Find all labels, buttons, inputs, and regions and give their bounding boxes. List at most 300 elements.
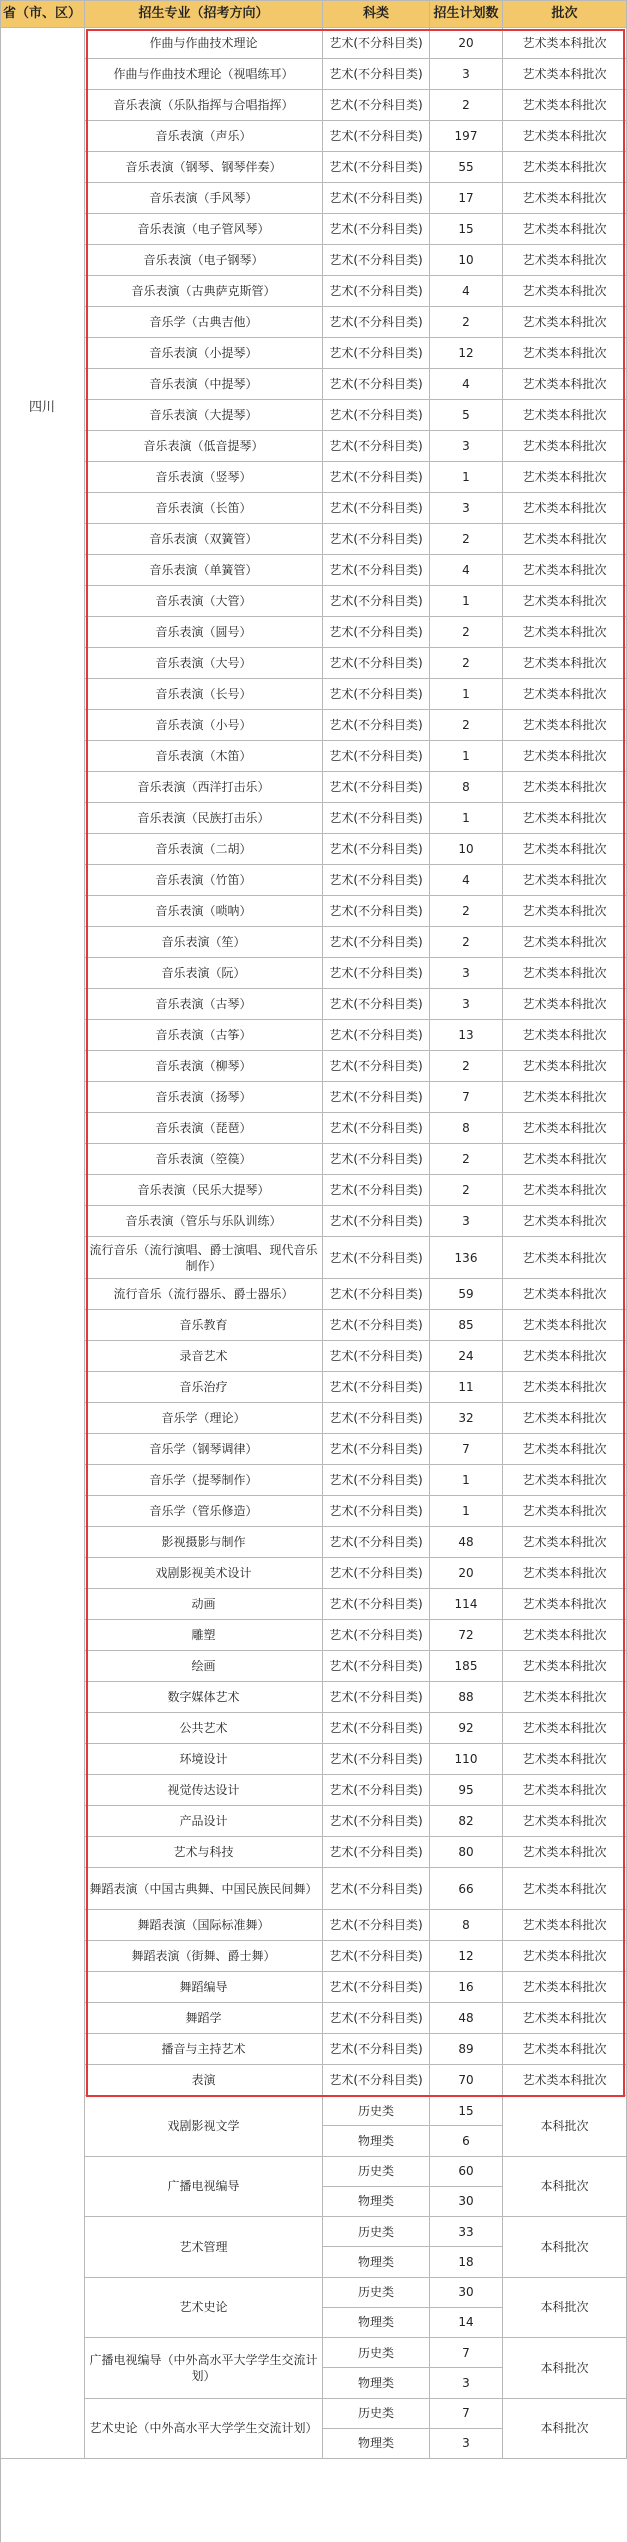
- table-row-batch: 艺术类本科批次: [503, 617, 627, 648]
- table-row-category: 艺术(不分科目类): [323, 1082, 430, 1113]
- table-row-category: 艺术(不分科目类): [323, 369, 430, 400]
- table-row-category: 艺术(不分科目类): [323, 59, 430, 90]
- table-row-major: 动画: [85, 1589, 323, 1620]
- table-row-plan: 197: [430, 121, 503, 152]
- table-row-major: 广播电视编导（中外高水平大学学生交流计划）: [85, 2338, 323, 2399]
- table-row-category: 艺术(不分科目类): [323, 524, 430, 555]
- table-row-plan: 3: [430, 59, 503, 90]
- table-row-batch: 艺术类本科批次: [503, 121, 627, 152]
- table-row-batch: 艺术类本科批次: [503, 400, 627, 431]
- table-row-plan: 1: [430, 586, 503, 617]
- table-row-plan: 16: [430, 1972, 503, 2003]
- table-row-major: 音乐表演（大管）: [85, 586, 323, 617]
- table-row-category: 艺术(不分科目类): [323, 1020, 430, 1051]
- table-row-batch: 艺术类本科批次: [503, 1651, 627, 1682]
- table-row-major: 音乐治疗: [85, 1372, 323, 1403]
- table-row-major: 音乐表演（西洋打击乐）: [85, 772, 323, 803]
- table-row-major: 音乐表演（唢呐）: [85, 896, 323, 927]
- table-row-plan: 10: [430, 834, 503, 865]
- table-row-plan: 70: [430, 2065, 503, 2096]
- table-row-category: 艺术(不分科目类): [323, 1310, 430, 1341]
- table-row-batch: 艺术类本科批次: [503, 896, 627, 927]
- table-row-batch: 艺术类本科批次: [503, 1713, 627, 1744]
- table-row-plan: 4: [430, 865, 503, 896]
- table-row-plan: 30: [430, 2278, 503, 2308]
- table-row-major: 音乐表演（低音提琴）: [85, 431, 323, 462]
- table-row-major: 戏剧影视文学: [85, 2096, 323, 2157]
- table-row-category: 艺术(不分科目类): [323, 1144, 430, 1175]
- table-row-major: 产品设计: [85, 1806, 323, 1837]
- table-row-plan: 3: [430, 493, 503, 524]
- table-row-batch: 艺术类本科批次: [503, 803, 627, 834]
- table-row-major: 艺术史论（中外高水平大学学生交流计划）: [85, 2399, 323, 2460]
- table-row-major: 音乐表演（管乐与乐队训练）: [85, 1206, 323, 1237]
- table-row-category: 艺术(不分科目类): [323, 1051, 430, 1082]
- table-row-batch: 艺术类本科批次: [503, 1310, 627, 1341]
- table-row-plan: 2: [430, 617, 503, 648]
- table-row-plan: 20: [430, 1558, 503, 1589]
- table-row-major: 音乐表演（琵琶）: [85, 1113, 323, 1144]
- table-row-category: 艺术(不分科目类): [323, 245, 430, 276]
- table-row-category: 历史类: [323, 2217, 430, 2247]
- table-row-batch: 本科批次: [503, 2157, 627, 2218]
- table-row-category: 物理类: [323, 2247, 430, 2277]
- table-row-batch: 艺术类本科批次: [503, 1744, 627, 1775]
- table-row-major: 音乐表演（古筝）: [85, 1020, 323, 1051]
- table-row-batch: 艺术类本科批次: [503, 90, 627, 121]
- header-plan: 招生计划数: [430, 0, 503, 28]
- table-row-major: 音乐表演（大号）: [85, 648, 323, 679]
- table-row-category: 艺术(不分科目类): [323, 2034, 430, 2065]
- table-row-category: 艺术(不分科目类): [323, 772, 430, 803]
- table-row-batch: 艺术类本科批次: [503, 1682, 627, 1713]
- table-row-category: 艺术(不分科目类): [323, 183, 430, 214]
- table-row-plan: 55: [430, 152, 503, 183]
- table-row-major: 流行音乐（流行演唱、爵士演唱、现代音乐制作）: [85, 1237, 323, 1279]
- table-row-plan: 88: [430, 1682, 503, 1713]
- table-row-plan: 1: [430, 462, 503, 493]
- table-row-plan: 33: [430, 2217, 503, 2247]
- table-row-plan: 3: [430, 2368, 503, 2398]
- table-row-plan: 2: [430, 1175, 503, 1206]
- table-row-category: 艺术(不分科目类): [323, 803, 430, 834]
- table-row-major: 环境设计: [85, 1744, 323, 1775]
- table-row-plan: 72: [430, 1620, 503, 1651]
- table-row-category: 艺术(不分科目类): [323, 1113, 430, 1144]
- table-row-category: 物理类: [323, 2368, 430, 2398]
- table-row-major: 音乐表演（民乐大提琴）: [85, 1175, 323, 1206]
- table-row-batch: 艺术类本科批次: [503, 1527, 627, 1558]
- table-row-batch: 艺术类本科批次: [503, 1206, 627, 1237]
- table-row-batch: 艺术类本科批次: [503, 1972, 627, 2003]
- table-row-category: 艺术(不分科目类): [323, 431, 430, 462]
- table-row-category: 艺术(不分科目类): [323, 1341, 430, 1372]
- table-row-category: 艺术(不分科目类): [323, 152, 430, 183]
- table-row-category: 艺术(不分科目类): [323, 307, 430, 338]
- table-row-category: 艺术(不分科目类): [323, 958, 430, 989]
- table-row-major: 音乐表演（竖琴）: [85, 462, 323, 493]
- table-row-plan: 2: [430, 896, 503, 927]
- table-row-major: 舞蹈表演（中国古典舞、中国民族民间舞）: [85, 1868, 323, 1910]
- table-row-plan: 2: [430, 307, 503, 338]
- table-row-batch: 艺术类本科批次: [503, 1589, 627, 1620]
- table-row-plan: 7: [430, 2399, 503, 2429]
- table-row-category: 艺术(不分科目类): [323, 1744, 430, 1775]
- table-row-batch: 艺术类本科批次: [503, 927, 627, 958]
- table-row-plan: 114: [430, 1589, 503, 1620]
- table-row-major: 音乐表演（钢琴、钢琴伴奏）: [85, 152, 323, 183]
- table-row-category: 物理类: [323, 2308, 430, 2338]
- table-row-major: 音乐学（钢琴调律）: [85, 1434, 323, 1465]
- table-row-batch: 本科批次: [503, 2217, 627, 2278]
- table-row-plan: 1: [430, 1465, 503, 1496]
- table-row-batch: 艺术类本科批次: [503, 245, 627, 276]
- table-row-category: 艺术(不分科目类): [323, 1620, 430, 1651]
- table-row-major: 艺术与科技: [85, 1837, 323, 1868]
- table-row-batch: 艺术类本科批次: [503, 338, 627, 369]
- table-row-category: 艺术(不分科目类): [323, 338, 430, 369]
- table-row-batch: 艺术类本科批次: [503, 834, 627, 865]
- table-row-batch: 艺术类本科批次: [503, 586, 627, 617]
- table-row-batch: 艺术类本科批次: [503, 989, 627, 1020]
- table-row-batch: 艺术类本科批次: [503, 1465, 627, 1496]
- table-row-plan: 136: [430, 1237, 503, 1279]
- table-row-major: 音乐表演（竹笛）: [85, 865, 323, 896]
- table-row-major: 舞蹈编导: [85, 1972, 323, 2003]
- table-row-plan: 20: [430, 28, 503, 59]
- table-row-plan: 66: [430, 1868, 503, 1910]
- table-row-batch: 艺术类本科批次: [503, 28, 627, 59]
- table-row-batch: 艺术类本科批次: [503, 524, 627, 555]
- table-row-category: 艺术(不分科目类): [323, 1465, 430, 1496]
- table-row-category: 物理类: [323, 2126, 430, 2156]
- table-row-plan: 80: [430, 1837, 503, 1868]
- table-row-plan: 82: [430, 1806, 503, 1837]
- table-row-major: 音乐表演（古典萨克斯管）: [85, 276, 323, 307]
- table-row-plan: 8: [430, 1113, 503, 1144]
- table-row-major: 音乐表演（中提琴）: [85, 369, 323, 400]
- table-row-category: 艺术(不分科目类): [323, 1713, 430, 1744]
- table-row-plan: 85: [430, 1310, 503, 1341]
- table-row-plan: 15: [430, 214, 503, 245]
- table-row-plan: 11: [430, 1372, 503, 1403]
- table-row-major: 音乐表演（二胡）: [85, 834, 323, 865]
- table-row-category: 艺术(不分科目类): [323, 617, 430, 648]
- table-row-category: 历史类: [323, 2096, 430, 2126]
- table-row-plan: 32: [430, 1403, 503, 1434]
- table-row-major: 音乐表演（大提琴）: [85, 400, 323, 431]
- table-row-category: 艺术(不分科目类): [323, 989, 430, 1020]
- table-row-category: 艺术(不分科目类): [323, 90, 430, 121]
- table-row-batch: 艺术类本科批次: [503, 1434, 627, 1465]
- table-row-plan: 18: [430, 2247, 503, 2277]
- table-row-category: 艺术(不分科目类): [323, 1558, 430, 1589]
- table-row-batch: 艺术类本科批次: [503, 710, 627, 741]
- table-row-batch: 艺术类本科批次: [503, 2003, 627, 2034]
- table-row-major: 音乐表演（长笛）: [85, 493, 323, 524]
- table-row-batch: 艺术类本科批次: [503, 462, 627, 493]
- table-row-category: 艺术(不分科目类): [323, 1372, 430, 1403]
- table-row-plan: 2: [430, 1144, 503, 1175]
- table-row-plan: 7: [430, 1082, 503, 1113]
- table-row-major: 音乐表演（小号）: [85, 710, 323, 741]
- table-row-batch: 艺术类本科批次: [503, 1372, 627, 1403]
- table-row-major: 音乐学（理论）: [85, 1403, 323, 1434]
- table-row-batch: 艺术类本科批次: [503, 1620, 627, 1651]
- table-row-batch: 艺术类本科批次: [503, 1082, 627, 1113]
- table-row-plan: 92: [430, 1713, 503, 1744]
- table-row-category: 艺术(不分科目类): [323, 679, 430, 710]
- table-row-plan: 3: [430, 1206, 503, 1237]
- table-row-plan: 2: [430, 648, 503, 679]
- table-row-major: 数字媒体艺术: [85, 1682, 323, 1713]
- table-row-plan: 12: [430, 338, 503, 369]
- table-row-batch: 艺术类本科批次: [503, 1775, 627, 1806]
- table-row-major: 播音与主持艺术: [85, 2034, 323, 2065]
- table-row-major: 视觉传达设计: [85, 1775, 323, 1806]
- table-row-category: 历史类: [323, 2278, 430, 2308]
- table-row-major: 音乐表演（声乐）: [85, 121, 323, 152]
- table-row-category: 艺术(不分科目类): [323, 1775, 430, 1806]
- table-row-batch: 艺术类本科批次: [503, 1403, 627, 1434]
- table-row-category: 艺术(不分科目类): [323, 1496, 430, 1527]
- table-row-plan: 17: [430, 183, 503, 214]
- table-row-major: 音乐表演（木笛）: [85, 741, 323, 772]
- table-row-plan: 4: [430, 276, 503, 307]
- table-row-major: 音乐表演（乐队指挥与合唱指挥）: [85, 90, 323, 121]
- table-row-category: 艺术(不分科目类): [323, 834, 430, 865]
- table-row-batch: 本科批次: [503, 2096, 627, 2157]
- table-row-plan: 3: [430, 989, 503, 1020]
- table-row-category: 艺术(不分科目类): [323, 1682, 430, 1713]
- table-row-category: 艺术(不分科目类): [323, 586, 430, 617]
- table-row-plan: 14: [430, 2308, 503, 2338]
- table-row-category: 艺术(不分科目类): [323, 1527, 430, 1558]
- table-row-plan: 95: [430, 1775, 503, 1806]
- table-row-batch: 艺术类本科批次: [503, 214, 627, 245]
- table-row-major: 音乐学（管乐修造）: [85, 1496, 323, 1527]
- table-row-batch: 艺术类本科批次: [503, 307, 627, 338]
- table-row-category: 历史类: [323, 2399, 430, 2429]
- table-row-plan: 1: [430, 1496, 503, 1527]
- header-category: 科类: [323, 0, 430, 28]
- table-row-major: 音乐表演（单簧管）: [85, 555, 323, 586]
- header-major: 招生专业（招考方向）: [85, 0, 323, 28]
- table-row-batch: 艺术类本科批次: [503, 1051, 627, 1082]
- table-row-plan: 185: [430, 1651, 503, 1682]
- table-row-category: 艺术(不分科目类): [323, 1279, 430, 1310]
- table-row-batch: 艺术类本科批次: [503, 431, 627, 462]
- table-row-plan: 1: [430, 741, 503, 772]
- table-row-plan: 3: [430, 431, 503, 462]
- table-row-major: 音乐表演（手风琴）: [85, 183, 323, 214]
- table-row-category: 艺术(不分科目类): [323, 1651, 430, 1682]
- table-row-major: 音乐表演（古琴）: [85, 989, 323, 1020]
- table-row-major: 音乐表演（柳琴）: [85, 1051, 323, 1082]
- table-row-plan: 48: [430, 2003, 503, 2034]
- table-row-category: 艺术(不分科目类): [323, 865, 430, 896]
- table-row-batch: 本科批次: [503, 2338, 627, 2399]
- table-row-plan: 13: [430, 1020, 503, 1051]
- table-row-plan: 59: [430, 1279, 503, 1310]
- table-row-plan: 7: [430, 2338, 503, 2368]
- table-row-major: 音乐表演（圆号）: [85, 617, 323, 648]
- table-row-plan: 30: [430, 2187, 503, 2217]
- table-row-batch: 艺术类本科批次: [503, 772, 627, 803]
- table-row-batch: 艺术类本科批次: [503, 152, 627, 183]
- header-province: 省（市、区）: [0, 0, 85, 28]
- table-row-major: 音乐表演（长号）: [85, 679, 323, 710]
- table-row-batch: 艺术类本科批次: [503, 1237, 627, 1279]
- table-row-batch: 艺术类本科批次: [503, 59, 627, 90]
- table-row-batch: 艺术类本科批次: [503, 369, 627, 400]
- table-row-plan: 60: [430, 2157, 503, 2187]
- table-row-plan: 8: [430, 772, 503, 803]
- table-row-batch: 艺术类本科批次: [503, 1558, 627, 1589]
- table-row-major: 作曲与作曲技术理论: [85, 28, 323, 59]
- table-row-major: 流行音乐（流行器乐、爵士器乐）: [85, 1279, 323, 1310]
- table-row-plan: 2: [430, 90, 503, 121]
- table-row-batch: 艺术类本科批次: [503, 1113, 627, 1144]
- table-row-category: 物理类: [323, 2187, 430, 2217]
- table-row-major: 公共艺术: [85, 1713, 323, 1744]
- table-row-category: 艺术(不分科目类): [323, 2003, 430, 2034]
- table-row-category: 艺术(不分科目类): [323, 648, 430, 679]
- table-row-category: 艺术(不分科目类): [323, 121, 430, 152]
- table-row-plan: 89: [430, 2034, 503, 2065]
- table-row-category: 艺术(不分科目类): [323, 1237, 430, 1279]
- table-row-category: 艺术(不分科目类): [323, 1434, 430, 1465]
- table-row-plan: 1: [430, 679, 503, 710]
- table-row-major: 音乐学（古典吉他）: [85, 307, 323, 338]
- table-row-category: 艺术(不分科目类): [323, 1206, 430, 1237]
- table-row-batch: 艺术类本科批次: [503, 183, 627, 214]
- table-row-plan: 2: [430, 1051, 503, 1082]
- province-cell: 四川: [0, 28, 85, 2459]
- table-row-major: 舞蹈表演（国际标准舞）: [85, 1910, 323, 1941]
- table-row-batch: 艺术类本科批次: [503, 1341, 627, 1372]
- table-row-plan: 7: [430, 1434, 503, 1465]
- table-row-category: 艺术(不分科目类): [323, 400, 430, 431]
- table-row-batch: 艺术类本科批次: [503, 2034, 627, 2065]
- table-row-batch: 艺术类本科批次: [503, 958, 627, 989]
- table-row-plan: 2: [430, 710, 503, 741]
- table-row-major: 戏剧影视美术设计: [85, 1558, 323, 1589]
- table-row-category: 艺术(不分科目类): [323, 1910, 430, 1941]
- table-row-batch: 艺术类本科批次: [503, 741, 627, 772]
- table-row-category: 艺术(不分科目类): [323, 1806, 430, 1837]
- table-row-batch: 艺术类本科批次: [503, 1020, 627, 1051]
- table-row-plan: 3: [430, 2429, 503, 2459]
- table-row-plan: 1: [430, 803, 503, 834]
- table-row-category: 物理类: [323, 2429, 430, 2459]
- table-row-category: 艺术(不分科目类): [323, 710, 430, 741]
- table-row-major: 音乐学（提琴制作）: [85, 1465, 323, 1496]
- table-row-batch: 艺术类本科批次: [503, 648, 627, 679]
- table-row-category: 艺术(不分科目类): [323, 1972, 430, 2003]
- table-row-major: 舞蹈学: [85, 2003, 323, 2034]
- table-row-batch: 艺术类本科批次: [503, 1837, 627, 1868]
- table-row-major: 舞蹈表演（街舞、爵士舞）: [85, 1941, 323, 1972]
- table-row-plan: 110: [430, 1744, 503, 1775]
- table-row-category: 艺术(不分科目类): [323, 927, 430, 958]
- table-row-major: 艺术管理: [85, 2217, 323, 2278]
- table-row-batch: 艺术类本科批次: [503, 1175, 627, 1206]
- table-row-batch: 本科批次: [503, 2399, 627, 2460]
- table-row-major: 音乐表演（箜篌）: [85, 1144, 323, 1175]
- table-row-category: 艺术(不分科目类): [323, 1837, 430, 1868]
- table-row-plan: 12: [430, 1941, 503, 1972]
- table-row-major: 作曲与作曲技术理论（视唱练耳）: [85, 59, 323, 90]
- table-row-plan: 48: [430, 1527, 503, 1558]
- table-row-major: 绘画: [85, 1651, 323, 1682]
- table-row-major: 音乐表演（阮）: [85, 958, 323, 989]
- table-row-major: 艺术史论: [85, 2278, 323, 2339]
- table-row-category: 艺术(不分科目类): [323, 214, 430, 245]
- table-row-plan: 15: [430, 2096, 503, 2126]
- table-row-batch: 艺术类本科批次: [503, 555, 627, 586]
- table-row-plan: 3: [430, 958, 503, 989]
- table-row-plan: 8: [430, 1910, 503, 1941]
- table-row-category: 艺术(不分科目类): [323, 462, 430, 493]
- table-row-batch: 艺术类本科批次: [503, 1144, 627, 1175]
- table-row-batch: 艺术类本科批次: [503, 1279, 627, 1310]
- table-row-major: 雕塑: [85, 1620, 323, 1651]
- table-row-major: 音乐表演（民族打击乐）: [85, 803, 323, 834]
- table-row-major: 音乐表演（笙）: [85, 927, 323, 958]
- table-row-batch: 艺术类本科批次: [503, 1941, 627, 1972]
- table-row-major: 音乐表演（电子钢琴）: [85, 245, 323, 276]
- table-row-batch: 艺术类本科批次: [503, 493, 627, 524]
- header-batch: 批次: [503, 0, 627, 28]
- table-row-batch: 艺术类本科批次: [503, 1806, 627, 1837]
- table-row-category: 历史类: [323, 2157, 430, 2187]
- table-row-plan: 24: [430, 1341, 503, 1372]
- table-row-major: 音乐表演（小提琴）: [85, 338, 323, 369]
- table-row-major: 录音艺术: [85, 1341, 323, 1372]
- table-row-category: 艺术(不分科目类): [323, 1941, 430, 1972]
- table-row-category: 历史类: [323, 2338, 430, 2368]
- table-row-batch: 艺术类本科批次: [503, 679, 627, 710]
- table-row-category: 艺术(不分科目类): [323, 741, 430, 772]
- table-row-major: 音乐表演（双簧管）: [85, 524, 323, 555]
- table-row-category: 艺术(不分科目类): [323, 2065, 430, 2096]
- table-row-batch: 艺术类本科批次: [503, 865, 627, 896]
- table-row-plan: 10: [430, 245, 503, 276]
- table-row-batch: 本科批次: [503, 2278, 627, 2339]
- table-row-category: 艺术(不分科目类): [323, 1403, 430, 1434]
- table-row-plan: 6: [430, 2126, 503, 2156]
- table-row-major: 表演: [85, 2065, 323, 2096]
- table-row-major: 影视摄影与制作: [85, 1527, 323, 1558]
- table-row-category: 艺术(不分科目类): [323, 555, 430, 586]
- table-row-major: 音乐表演（扬琴）: [85, 1082, 323, 1113]
- table-row-batch: 艺术类本科批次: [503, 1868, 627, 1910]
- table-row-category: 艺术(不分科目类): [323, 276, 430, 307]
- table-row-batch: 艺术类本科批次: [503, 1496, 627, 1527]
- table-row-plan: 2: [430, 927, 503, 958]
- table-row-batch: 艺术类本科批次: [503, 2065, 627, 2096]
- table-row-category: 艺术(不分科目类): [323, 896, 430, 927]
- table-row-major: 音乐表演（电子管风琴）: [85, 214, 323, 245]
- table-row-plan: 2: [430, 524, 503, 555]
- table-row-batch: 艺术类本科批次: [503, 1910, 627, 1941]
- table-row-category: 艺术(不分科目类): [323, 493, 430, 524]
- table-row-category: 艺术(不分科目类): [323, 1175, 430, 1206]
- table-row-batch: 艺术类本科批次: [503, 276, 627, 307]
- table-row-category: 艺术(不分科目类): [323, 28, 430, 59]
- table-row-plan: 5: [430, 400, 503, 431]
